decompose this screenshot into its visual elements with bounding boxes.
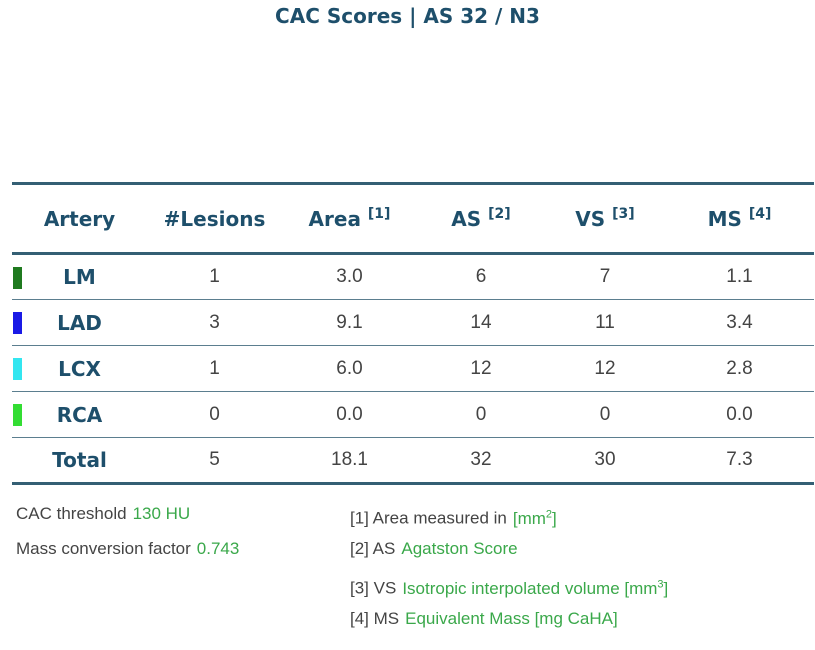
area-cell: 9.1 [282, 300, 417, 346]
footnote-ref: [3] [612, 206, 635, 222]
vs-cell: 30 [545, 438, 665, 484]
as-cell: 32 [417, 438, 545, 484]
artery-color-swatch [13, 267, 22, 289]
artery-cell: RCA [12, 392, 147, 438]
footnote-ref: [2] [488, 206, 511, 222]
ms-cell: 0.0 [665, 392, 814, 438]
as-cell: 14 [417, 300, 545, 346]
footnote-2: [2] AS Agatston Score [350, 539, 518, 558]
lesions-cell: 1 [147, 254, 282, 300]
header-ms: MS [4] [665, 184, 814, 254]
vs-cell: 12 [545, 346, 665, 392]
as-cell: 6 [417, 254, 545, 300]
artery-color-swatch [13, 404, 22, 426]
vs-cell: 11 [545, 300, 665, 346]
threshold-line [16, 500, 239, 535]
ms-cell: 7.3 [665, 438, 814, 484]
area-cell: 6.0 [282, 346, 417, 392]
footnotes [350, 500, 668, 640]
header-vs: VS [3] [545, 184, 665, 254]
table-row-lcx [12, 346, 814, 392]
mass-factor-line [16, 535, 239, 570]
cac-scores-table [12, 182, 814, 485]
ms-cell: 1.1 [665, 254, 814, 300]
header-artery: Artery [12, 184, 147, 254]
vs-cell: 0 [545, 392, 665, 438]
table-header-row [12, 184, 814, 254]
mass-factor-value: 0.743 [196, 539, 240, 558]
table-row-lm [12, 254, 814, 300]
vs-cell: 7 [545, 254, 665, 300]
lesions-cell: 0 [147, 392, 282, 438]
ms-cell: 3.4 [665, 300, 814, 346]
as-cell: 12 [417, 346, 545, 392]
threshold-label: CAC threshold [16, 504, 127, 523]
header-lesions: #Lesions [147, 184, 282, 254]
header-as: AS [2] [417, 184, 545, 254]
ms-cell: 2.8 [665, 346, 814, 392]
footnote-ref: [1] [367, 206, 391, 222]
artery-color-swatch [13, 312, 22, 334]
artery-cell: LCX [12, 346, 147, 392]
area-cell: 3.0 [282, 254, 417, 300]
footnote-1: [1] Area measured in $[mm^2]$ [350, 508, 557, 528]
table-row-total [12, 438, 814, 484]
area-cell: 0.0 [282, 392, 417, 438]
page-title: CAC Scores | AS 32 / N3 [275, 4, 540, 28]
footnote-3: [3] VS Isotropic interpolated volume $[mm^3]$ [350, 578, 669, 598]
area-cell: 18.1 [282, 438, 417, 484]
artery-cell: LM [12, 254, 147, 300]
lesions-cell: 3 [147, 300, 282, 346]
header-area: Area [1] [282, 184, 417, 254]
lesions-cell: 5 [147, 438, 282, 484]
as-cell: 0 [417, 392, 545, 438]
settings-panel [16, 500, 239, 570]
threshold-value: 130 HU [132, 504, 191, 523]
footnote-4: [4] MS Equivalent Mass [mg CaHA] [350, 609, 618, 628]
mass-factor-label: Mass conversion factor [16, 539, 191, 558]
total-label-cell: Total [12, 438, 147, 484]
table-row-lad [12, 300, 814, 346]
footnote-ref: [4] [748, 206, 772, 222]
lesions-cell: 1 [147, 346, 282, 392]
table-row-rca [12, 392, 814, 438]
artery-color-swatch [13, 358, 22, 380]
artery-cell: LAD [12, 300, 147, 346]
